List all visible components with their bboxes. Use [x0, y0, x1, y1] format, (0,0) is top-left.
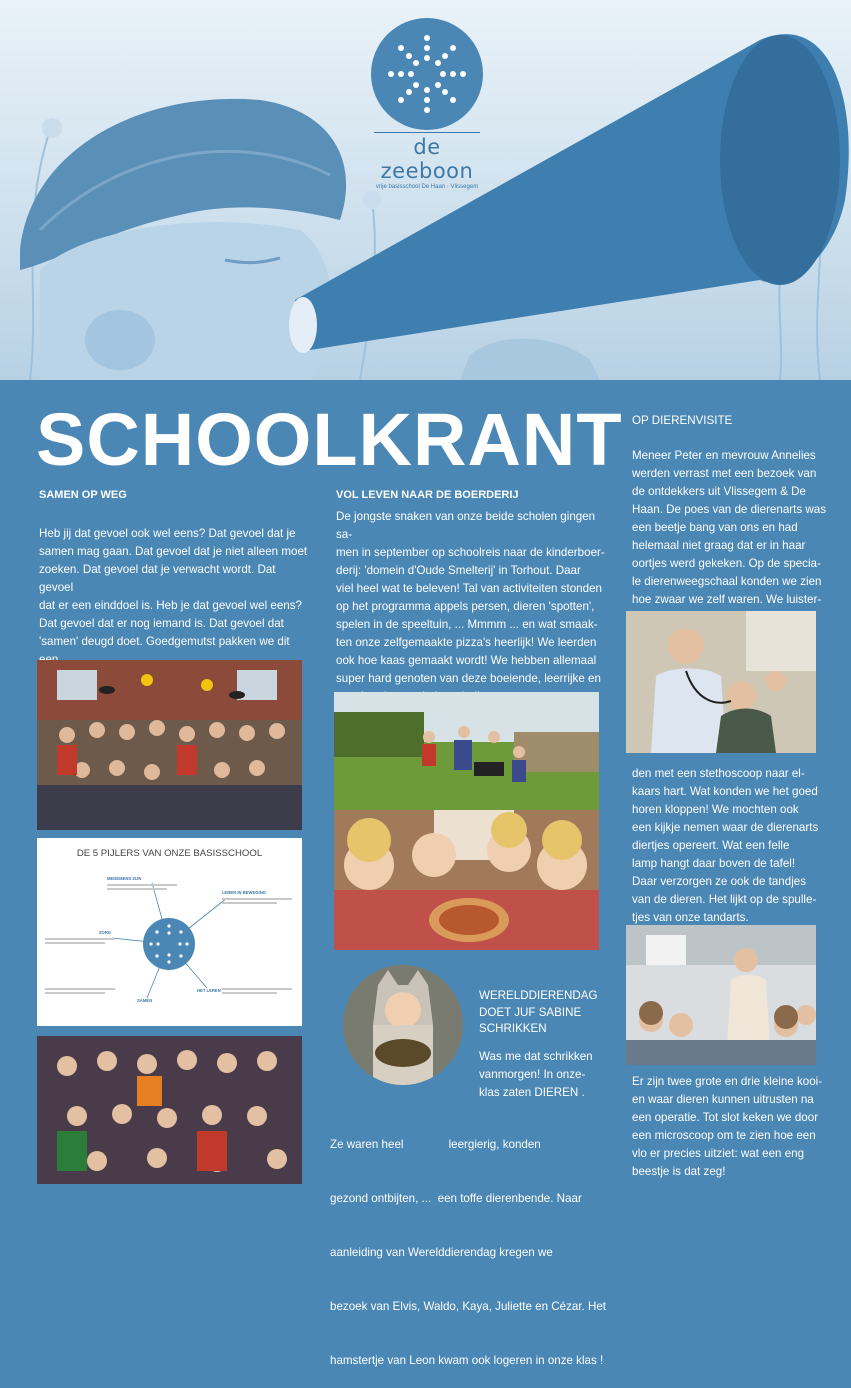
photo-child-turtle [343, 965, 463, 1085]
text-line: viel heel wat te beleven! Tal van activiteiten stonden [336, 582, 602, 595]
photo-children-costumes [37, 1036, 302, 1184]
text-line: men in september op schoolreis naar de kinderboer- [336, 546, 605, 559]
pillar-text [45, 988, 115, 990]
text-line: dat er een einddoel is. Heb je dat gevoel wel eens? [39, 599, 302, 612]
col2-text [336, 508, 606, 706]
text-line: een microscoop om te zien hoe een [632, 1129, 816, 1142]
text-line: vanmorgen! In onze- [479, 1068, 586, 1081]
text-line: lamp hangt daar boven de tafel! [632, 857, 796, 870]
pillars-flower-icon [37, 838, 302, 1026]
hero-banner [0, 0, 851, 380]
text-line: werden verrast met een bezoek van [632, 467, 817, 480]
text-line: spelen in de speeltuin, ... Mmmm ... en wat smaak- [336, 618, 598, 631]
text-line: Heb jij dat gevoel ook wel eens? Dat gevoel dat je [39, 527, 296, 540]
page-title: SCHOOLKRANT [36, 398, 623, 481]
pillar-text [222, 902, 277, 904]
text-line: oortjes werd gekeken. Op de specia- [632, 557, 821, 570]
pillar-text [222, 898, 292, 900]
pillar-label: MEDEMENS ZIJN [107, 876, 142, 881]
text-line: samen mag gaan. Dat gevoel dat je niet alleen moet [39, 545, 308, 558]
col1-heading: SAMEN OP WEG [39, 489, 127, 501]
text-line: een kijkje nemen waar de dierenarts [632, 821, 819, 834]
text-line: ten onze zelfgemaakte pizza's heerlijk! We leerden [336, 636, 597, 649]
pillar-text [222, 992, 277, 994]
pillars-title: DE 5 PIJLERS VAN ONZE BASISSCHOOL [76, 848, 263, 859]
col2-heading: VOL LEVEN NAAR DE BOERDERIJ [336, 489, 519, 501]
text-line: tjes van onze tandarts. [632, 911, 749, 924]
text-line: op het programma appels persen, dieren 'spotten', [336, 600, 595, 613]
pillar-text [222, 988, 292, 990]
text-line: diertjes opereert. Wat een felle [632, 839, 790, 852]
text-line: 'samen' deugd doet. Goedgemutst pakken we dit [39, 635, 290, 648]
text-line: de ontdekkers uit Vlissegem & De [632, 485, 806, 498]
text-line: aanleiding van Werelddierendag kregen we [330, 1246, 553, 1259]
logo-name: de zeeboon [380, 135, 474, 183]
col3-heading: OP DIERENVISITE [632, 414, 733, 427]
text-line: ook hoe kaas gemaakt wordt! We hebben allemaal [336, 654, 597, 667]
pillar-text [107, 884, 177, 886]
wd-heading [479, 988, 609, 1038]
text-line: Er zijn twee grote en drie kleine kooi- [632, 1075, 823, 1088]
col3-text-c [632, 1073, 837, 1181]
wd-short-text [479, 1048, 609, 1102]
text-line: zoeken. Dat gevoel dat je verwacht wordt. Dat gevoel [39, 563, 276, 594]
pillars-diagram [37, 838, 302, 1026]
text-line: le dierenweegschaal konden we zien [632, 575, 822, 588]
photo-vet-stethoscope [626, 611, 816, 753]
photo-pizza-children [334, 810, 599, 950]
school-logo [368, 18, 486, 190]
pillar-text [45, 938, 115, 940]
text-line: Meneer Peter en mevrouw Annelies [632, 449, 816, 462]
col3-text-b [632, 765, 837, 927]
text-line: Daar verzorgen ze ook de tandjes [632, 875, 807, 888]
text-line: een operatie. Tot slot keken we door [632, 1111, 819, 1124]
text-line: Haan. De poes van de dierenarts was [632, 503, 826, 516]
photo-teachers-group [37, 660, 302, 830]
pillar-text [107, 888, 167, 890]
col3-text-a [632, 447, 837, 609]
text-line: DOET JUF SABINE [479, 1005, 582, 1019]
text-line: Ze waren heel leergierig, konden [330, 1138, 541, 1151]
text-line: derij: 'domein d'Oude Smelterij' in Torhout. Daar [336, 564, 581, 577]
text-line: den met een stethoscoop naar el- [632, 767, 805, 780]
photo-vet-clinic [626, 925, 816, 1065]
pillar-label: SAMEN [137, 998, 153, 1003]
text-line: super hard genoten van deze boeiende, leerrijke en [336, 672, 601, 685]
text-line: SCHRIKKEN [479, 1022, 547, 1035]
text-line: van de dieren. Het lijkt op de spulle- [632, 893, 817, 906]
text-line: WERELDDIERENDAG [479, 989, 598, 1002]
pillar-label: ZORG [99, 930, 112, 935]
text-line: hamstertje van Leon kwam ook logeren in onze klas ! [330, 1354, 604, 1367]
text-line: horen kloppen! We mochten ook [632, 803, 799, 816]
logo-divider [374, 132, 480, 133]
text-line: een beetje bang van ons en had [632, 521, 798, 534]
pillar-text [45, 942, 105, 944]
flower-icon [371, 18, 483, 130]
text-line: helemaal niet graag dat er in haar [632, 539, 806, 552]
text-line: vlo er precies uitziet: wat een eng [632, 1147, 805, 1160]
text-line: De jongste snaken van onze beide scholen gingen sa- [336, 510, 596, 541]
wd-text [330, 1100, 615, 1388]
pillar-label: HET LEREN [197, 988, 221, 993]
photo-farm-children [334, 692, 599, 810]
text-line: Was me dat schrikken [479, 1050, 593, 1063]
text-line: kaars hart. Wat konden we het goed [632, 785, 818, 798]
text-line: klas zaten DIEREN . [479, 1086, 585, 1099]
text-line: bezoek van Elvis, Waldo, Kaya, Juliette en Cézar. Het [330, 1300, 607, 1313]
text-line: Dat gevoel dat er nog iemand is. Dat gevoel dat [39, 617, 284, 630]
pillar-label: LEREN IN BEWEGING [222, 890, 266, 895]
pillar-text [45, 992, 105, 994]
logo-subtitle: vrije basisschool De Haan · Vlissegem [375, 184, 479, 190]
text-line: beestje is dat zeg! [632, 1165, 726, 1178]
text-line: en waar dieren kunnen uitrusten na [632, 1093, 814, 1106]
text-line: hoe zwaar we zelf waren. We luister- [632, 593, 822, 606]
text-line: gezond ontbijten, ... een toffe dierenbende. Naar [330, 1192, 582, 1205]
